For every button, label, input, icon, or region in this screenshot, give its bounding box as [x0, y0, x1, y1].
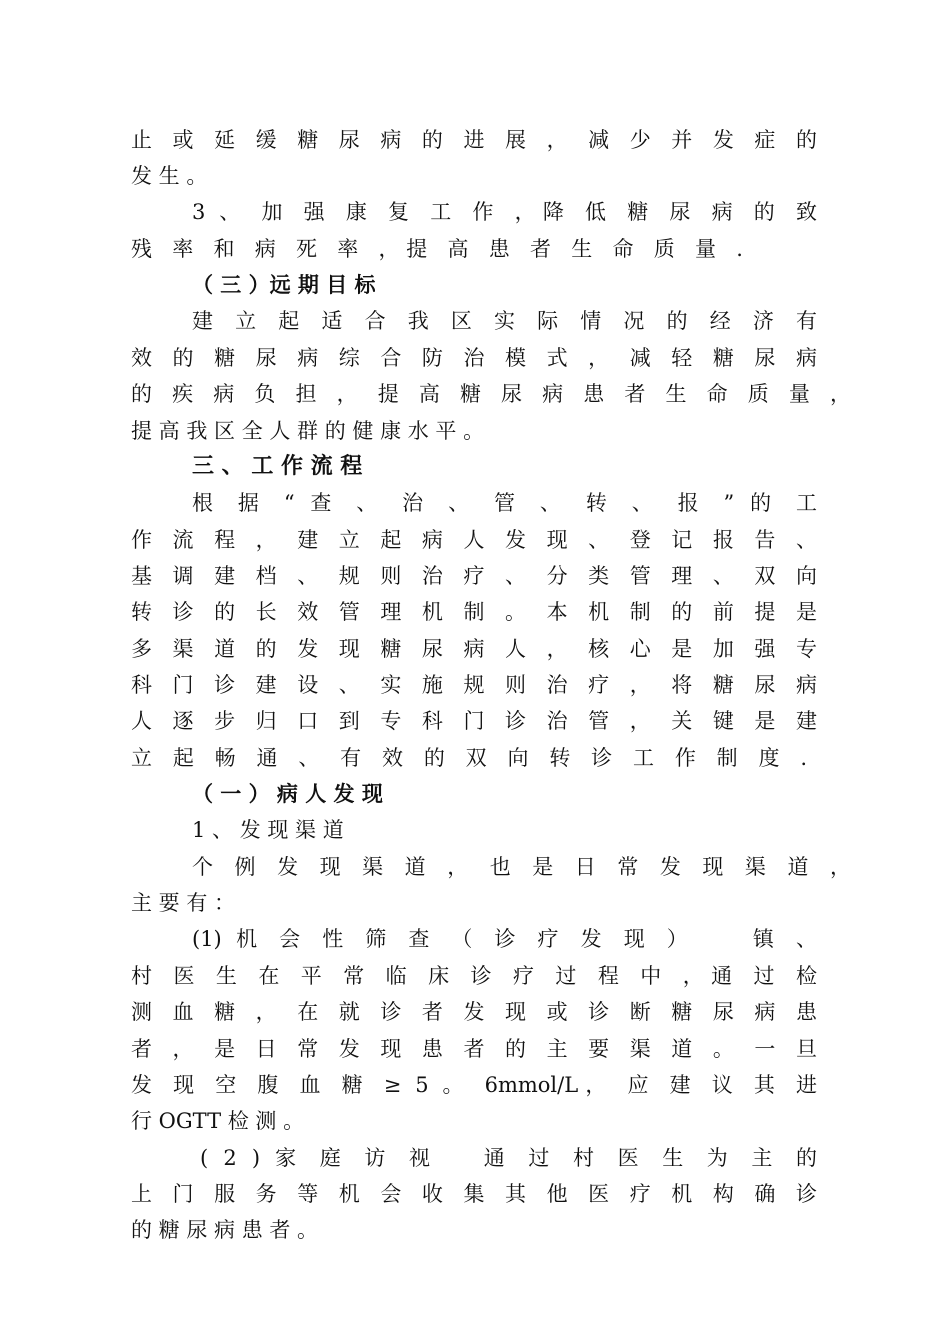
text-line: 主 要 有 ： [131, 891, 236, 915]
text-line: 根 据 “ 查 、 治 、 管 、 转 、 报 ” 的 工 [192, 491, 817, 515]
chapter-heading: 三 、 工 作 流 程 [192, 454, 363, 479]
text-line: 的 糖 尿 病 患 者 。 [131, 1218, 319, 1242]
text-line: 个 例 发 现 渠 道 ， 也 是 日 常 发 现 渠 道 ， [192, 855, 851, 879]
subsection-heading: 1 、 发 现 渠 道 [192, 818, 344, 842]
text-line: 科 门 诊 建 设 、 实 施 规 则 治 疗 ， 将 糖 尿 病 [131, 673, 817, 697]
text-line: 建 立 起 适 合 我 区 实 际 情 况 的 经 济 有 [192, 309, 817, 333]
text-line: ( 2 ) 家 庭 访 视 通 过 村 医 生 为 主 的 [200, 1146, 817, 1170]
text-line: 止 或 延 缓 糖 尿 病 的 进 展 ， 减 少 并 发 症 的 [131, 128, 817, 152]
text-line: 残 率 和 病 死 率 ，提 高 患 者 生 命 质 量 . [131, 237, 743, 261]
text-line: 发 现 空 腹 血 糖 ≥ 5 。 6mmol/L， 应 建 议 其 进 [131, 1073, 817, 1097]
text-line: 人 逐 步 归 口 到 专 科 门 诊 治 管 ， 关 键 是 建 [131, 709, 817, 733]
text-line: 作 流 程 ， 建 立 起 病 人 发 现 、 登 记 报 告 、 [131, 528, 817, 552]
text-line: 转 诊 的 长 效 管 理 机 制 。 本 机 制 的 前 提 是 [131, 600, 817, 624]
text-line: 测 血 糖 ， 在 就 诊 者 发 现 或 诊 断 糖 尿 病 患 [131, 1000, 817, 1024]
text-line: 效 的 糖 尿 病 综 合 防 治 模 式 ， 减 轻 糖 尿 病 [131, 346, 817, 370]
text-line: 3 、 加 强 康 复 工 作 ，降 低 糖 尿 病 的 致 [192, 200, 817, 224]
text-line: 多 渠 道 的 发 现 糖 尿 病 人 ， 核 心 是 加 强 专 [131, 637, 817, 661]
text-line: 上 门 服 务 等 机 会 收 集 其 他 医 疗 机 构 确 诊 [131, 1182, 817, 1206]
text-line: 发 生 。 [131, 164, 208, 188]
text-line: 行 OGTT 检 测 。 [131, 1109, 305, 1133]
text-line: (1) 机 会 性 筛 查 （ 诊 疗 发 现 ） 镇 、 [192, 927, 817, 951]
text-line: 提 高 我 区 全 人 群 的 健 康 水 平 。 [131, 419, 485, 443]
text-line: 立 起 畅 通 、 有 效 的 双 向 转 诊 工 作 制 度 . [131, 746, 807, 770]
text-line: 村 医 生 在 平 常 临 床 诊 疗 过 程 中 ，通 过 检 [131, 964, 817, 988]
text-line: 者 ， 是 日 常 发 现 患 者 的 主 要 渠 道 。 一 旦 [131, 1037, 817, 1061]
section-heading: （ 三 ）远 期 目 标 [192, 273, 376, 297]
section-heading: （ 一 ） 病 人 发 现 [192, 782, 383, 806]
text-line: 的 疾 病 负 担 ， 提 高 糖 尿 病 患 者 生 命 质 量 ， [131, 382, 851, 406]
text-line: 基 调 建 档 、 规 则 治 疗 、 分 类 管 理 、 双 向 [131, 564, 817, 588]
